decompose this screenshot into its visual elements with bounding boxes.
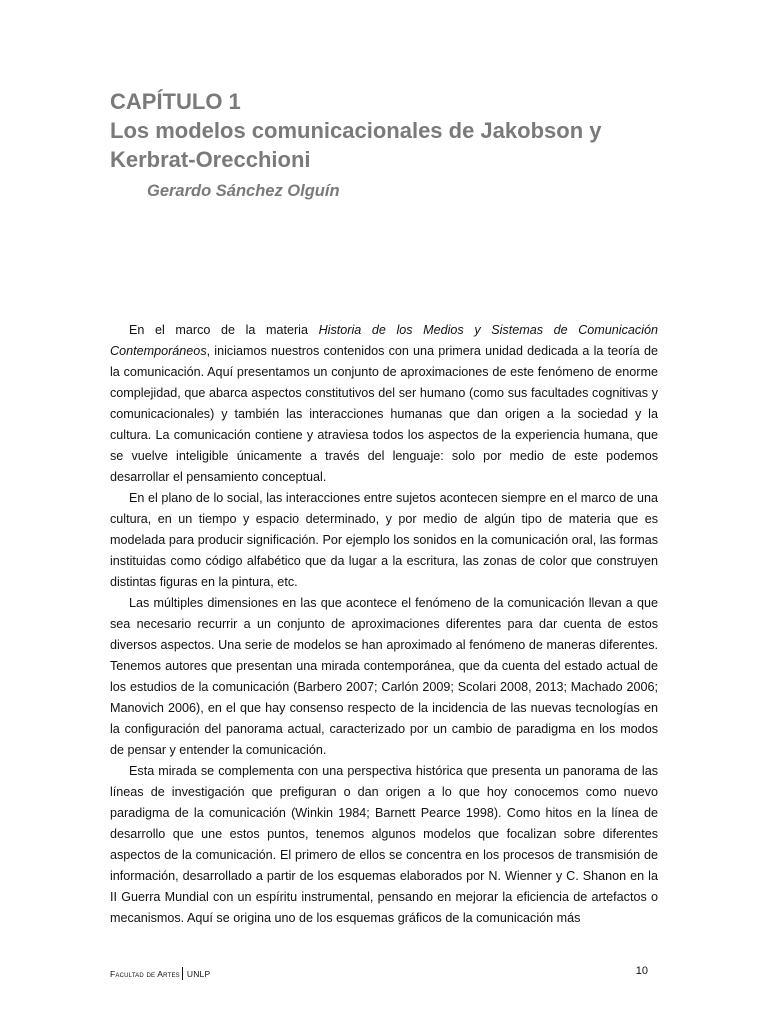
university-name: UNLP — [186, 969, 211, 979]
footer-institution — [110, 967, 210, 980]
paragraph-2: En el plano de lo social, las interacciones entre sujetos acontecen siempre en el marco de una cultura, en un tiempo y espacio determinado, y por medio de algún tipo de materia que es modelada para producir significación. Por ejemplo los sonidos en la comunicación oral, las formas instituidas como código alfabético que da lugar a la escritura, las zonas de color que construyen distintas figuras en la pintura, etc. — [110, 491, 658, 589]
course-title: Historia de los Medios y Sistemas de Comunicación Contemporáneos — [110, 323, 658, 358]
paragraph-1-rest: , iniciamos nuestros contenidos con una primera unidad dedicada a la teoría de la comunicación. Aquí presentamos un conjunto de aproximaciones de este fenómeno de enorme complejidad, que abarca aspectos constitutivos del ser humano (como sus facultades cognitivas y comunicacionales) y también las interacciones humanas que dan origen a la sociedad y la cultura. La comunicación contiene y atraviesa todos los aspectos de la experiencia humana, que se vuelve inteligible únicamente a través del lenguaje: solo por medio de este podemos desarrollar el pensamiento conceptual. — [110, 344, 658, 484]
chapter-heading — [110, 88, 710, 174]
institution-name: Facultad de Artes — [110, 969, 180, 979]
author-name: Gerardo Sánchez Olguín — [147, 182, 340, 200]
paragraph-3: Las múltiples dimensiones en las que acontece el fenómeno de la comunicación llevan a que sea necesario recurrir a un conjunto de aproximaciones diferentes para dar cuenta de estos diversos aspectos. Una serie de modelos se han aproximado al fenómeno de maneras diferentes. Tenemos autores que presentan una mirada contemporánea, que da cuenta del estado actual de los estudios de la comunicación (Barbero 2007; Carlón 2009; Scolari 2008, 2013; Machado 2006; Manovich 2006), en el que hay consenso respecto de la incidencia de las nuevas tecnologías en la configuración del panorama actual, caracterizado por un cambio de paradigma en los modos de pensar y entender la comunicación. — [110, 596, 658, 757]
page-number: 10 — [635, 965, 648, 977]
footer-separator — [182, 967, 183, 980]
paragraph-1-intro: En el marco de la materia — [129, 323, 319, 337]
body-text — [110, 320, 658, 929]
page-footer — [110, 964, 648, 980]
paragraph-4: Esta mirada se complementa con una perspectiva histórica que presenta un panorama de las líneas de investigación que prefiguran o dan origen a lo que hoy conocemos como nuevo paradigma de la comunicación (Winkin 1984; Barnett Pearce 1998). Como hitos en la línea de desarrollo que une estos puntos, tenemos algunos modelos que focalizan sobre diferentes aspectos de la comunicación. El primero de ellos se concentra en los procesos de transmisión de información, desarrollado a partir de los esquemas elaborados por N. Wienner y C. Shanon en la II Guerra Mundial con un espíritu instrumental, pensando en mejorar la eficiencia de artefactos o mecanismos. Aquí se origina uno de los esquemas gráficos de la comunicación más — [110, 764, 658, 925]
paragraph-1 — [110, 320, 658, 488]
chapter-label: CAPÍTULO 1 — [110, 89, 241, 114]
chapter-title: Los modelos comunicacionales de Jakobson y Kerbrat-Orecchioni — [110, 118, 602, 172]
